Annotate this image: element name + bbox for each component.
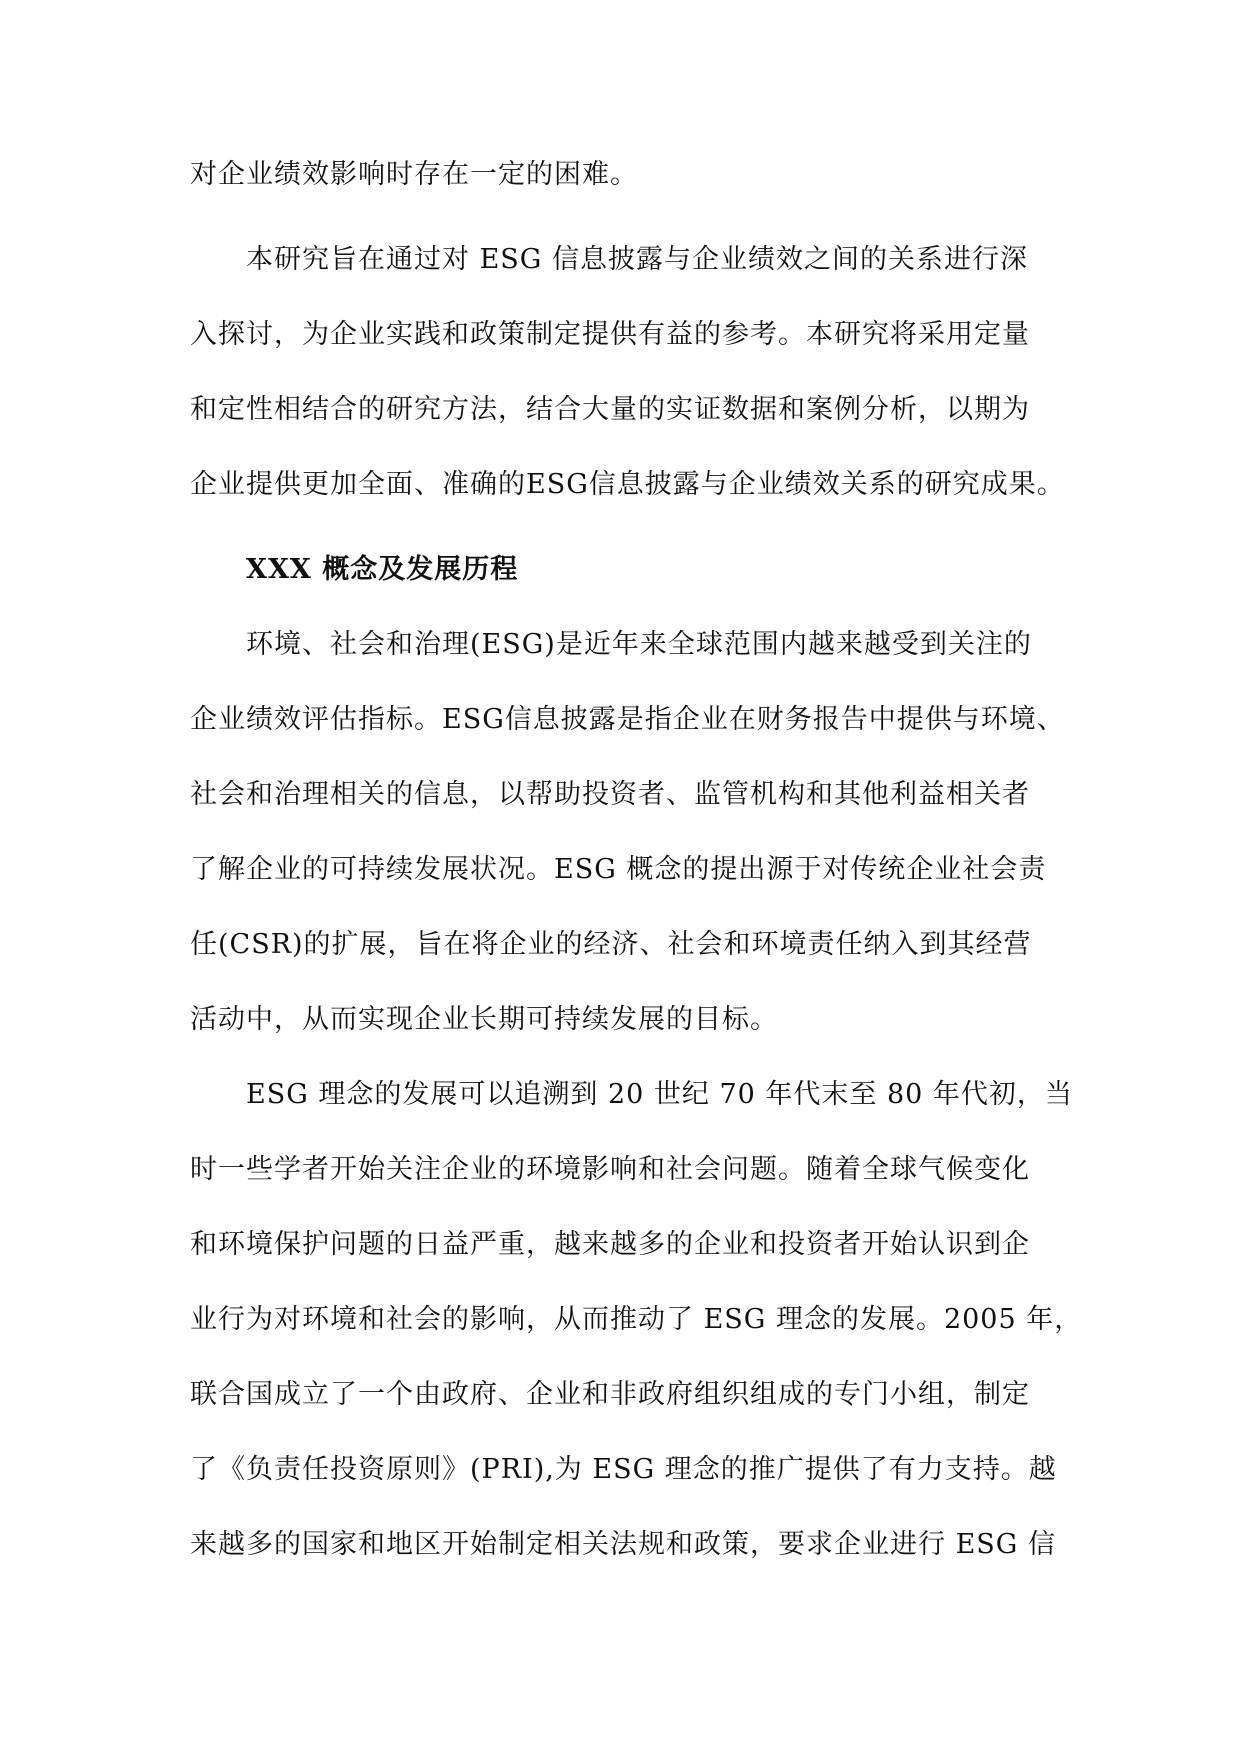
paragraph-line: 企业提供更加全面、准确的ESG信息披露与企业绩效关系的研究成果。 bbox=[190, 469, 1065, 500]
paragraph-line: 时一些学者开始关注企业的环境影响和社会问题。随着全球气候变化 bbox=[190, 1154, 1030, 1185]
paragraph-line: 和定性相结合的研究方法，结合大量的实证数据和案例分析，以期为 bbox=[190, 394, 1030, 425]
paragraph-line: 了解企业的可持续发展状况。ESG 概念的提出源于对传统企业社会责 bbox=[190, 854, 1047, 885]
paragraph-spacer bbox=[190, 223, 1060, 233]
paragraph-line: 环境、社会和治理(ESG)是近年来全球范围内越来越受到关注的 bbox=[246, 629, 1032, 660]
paragraph-spacer bbox=[190, 533, 1060, 543]
paragraph-line: 来越多的国家和地区开始制定相关法规和政策，要求企业进行 ESG 信 bbox=[190, 1529, 1056, 1560]
paragraph-line: ESG 理念的发展可以追溯到 20 世纪 70 年代末至 80 年代初，当 bbox=[246, 1079, 1073, 1110]
paragraph-line: 企业绩效评估指标。ESG信息披露是指企业在财务报告中提供与环境、 bbox=[190, 704, 1065, 735]
paragraph-line: 社会和治理相关的信息，以帮助投资者、监管机构和其他利益相关者 bbox=[190, 779, 1030, 810]
paragraph-line: 入探讨，为企业实践和政策制定提供有益的参考。本研究将采用定量 bbox=[190, 319, 1030, 350]
paragraph-line: 活动中，从而实现企业长期可持续发展的目标。 bbox=[190, 1004, 778, 1035]
paragraph-line: 业行为对环境和社会的影响，从而推动了 ESG 理念的发展。2005 年， bbox=[190, 1304, 1083, 1335]
paragraph-line: 任(CSR)的扩展，旨在将企业的经济、社会和环境责任纳入到其经营 bbox=[190, 929, 1032, 960]
paragraph-line: 本研究旨在通过对 ESG 信息披露与企业绩效之间的关系进行深 bbox=[246, 244, 1028, 275]
paragraph-line: 对企业绩效影响时存在一定的困难。 bbox=[190, 159, 638, 190]
section-heading: XXX 概念及发展历程 bbox=[246, 554, 519, 585]
paragraph-line: 和环境保护问题的日益严重，越来越多的企业和投资者开始认识到企 bbox=[190, 1229, 1030, 1260]
document-body bbox=[190, 148, 1083, 1593]
paragraph-line: 联合国成立了一个由政府、企业和非政府组织组成的专门小组，制定 bbox=[190, 1379, 1030, 1410]
paragraph-line: 了《负责任投资原则》(PRI),为 ESG 理念的推广提供了有力支持。越 bbox=[190, 1454, 1057, 1485]
